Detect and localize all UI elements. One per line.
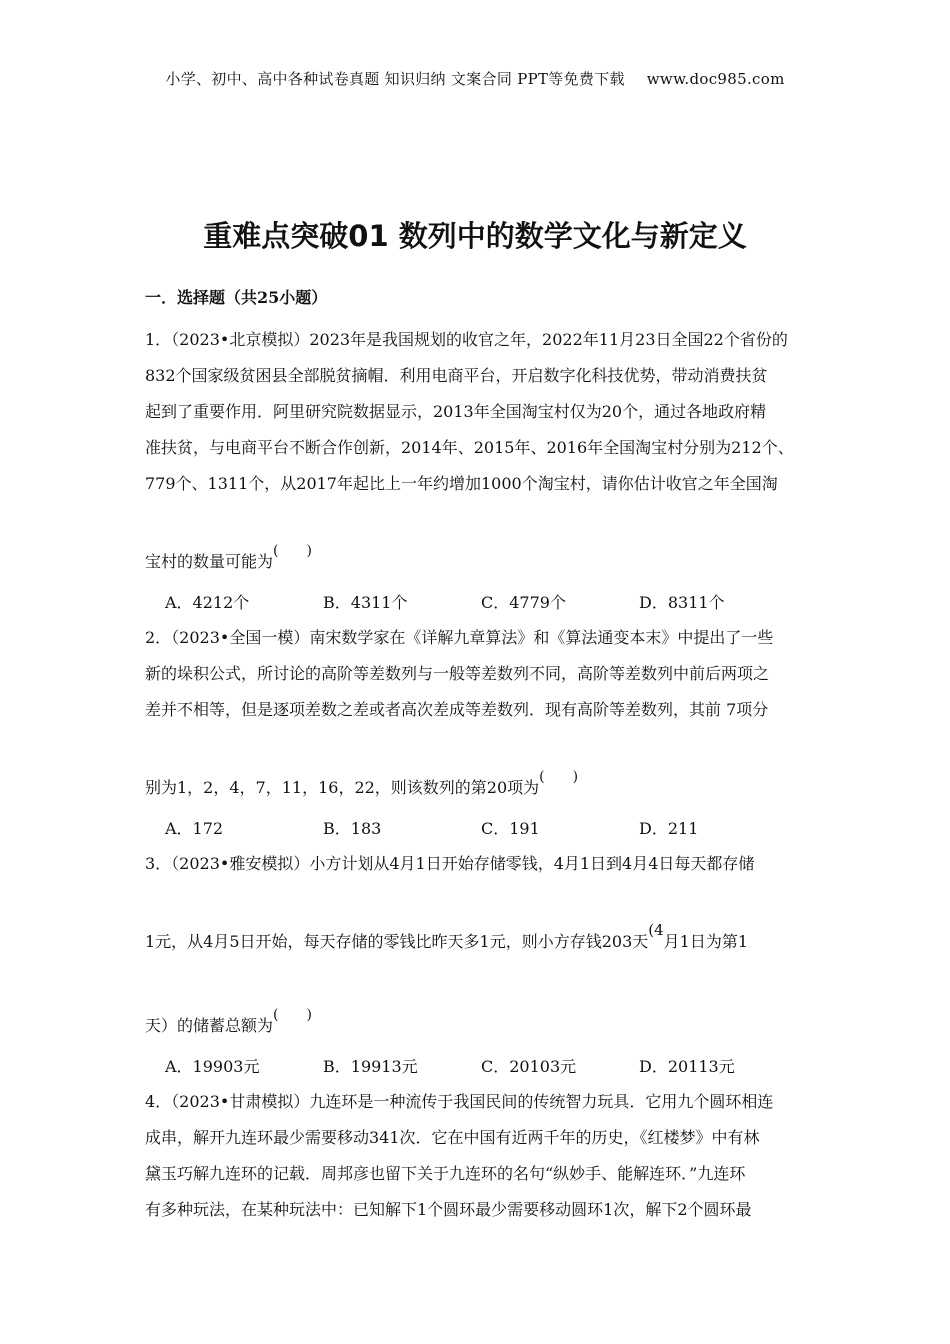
question-line: 2．（2023•全国一模）南宋数学家在《详解九章算法》和《算法通变本末》中提出了一些	[145, 628, 774, 647]
question-line: 成串，解开九连环最少需要移动341次．它在中国有近两千年的历史，《红楼梦》中有林	[145, 1128, 760, 1147]
option-d: D．8311个	[639, 593, 725, 612]
question-text: 1元，从4月5日开始，每天存储的零钱比昨天多1元，则小方存钱203天	[145, 932, 649, 951]
header-text: 小学、初中、高中各种试卷真题 知识归纳 文案合同 PPT等免费下载	[165, 70, 625, 88]
page-header	[0, 68, 950, 89]
question-line: 新的垛积公式，所讨论的高阶等差数列与一般等差数列不同，高阶等差数列中前后两项之	[145, 664, 770, 683]
question-last-line	[145, 502, 810, 586]
option-b: B．19913元	[323, 1057, 418, 1076]
question-text: 月1日为第1	[663, 932, 749, 951]
question-line: 起到了重要作用．阿里研究院数据显示，2013年全国淘宝村仅为20个，通过各地政府精	[145, 402, 767, 421]
question-3	[145, 846, 810, 1084]
question-line	[145, 882, 810, 966]
answer-options	[145, 586, 810, 620]
option-c: C．191	[481, 819, 540, 838]
question-line: 3．（2023•雅安模拟）小方计划从4月1日开始存储零钱，4月1日到4月4日每天都存储	[145, 854, 755, 873]
question-2	[145, 620, 810, 846]
question-last-line	[145, 966, 810, 1050]
page-title: 重难点突破01 数列中的数学文化与新定义	[203, 219, 747, 253]
question-line: 准扶贫，与电商平台不断合作创新，2014年、2015年、2016年全国淘宝村分别为212个、	[145, 438, 794, 457]
section-heading: 一．选择题（共25小题）	[145, 288, 328, 307]
document-body	[145, 288, 810, 1228]
question-text: 别为1，2，4，7，11，16，22，则该数列的第20项为	[145, 778, 540, 797]
option-b: B．4311个	[323, 593, 408, 612]
option-c: C．20103元	[481, 1057, 577, 1076]
question-line: 779个、1311个，从2017年起比上一年约增加1000个淘宝村，请你估计收官之年全国淘	[145, 474, 778, 493]
question-line: 有多种玩法，在某种玩法中：已知解下1个圆环最少需要移动圆环1次，解下2个圆环最	[145, 1200, 752, 1219]
option-c: C．4779个	[481, 593, 566, 612]
answer-bracket: ( )	[273, 1007, 312, 1023]
question-line: 1．（2023•北京模拟）2023年是我国规划的收官之年，2022年11月23日全国22个省份的	[145, 330, 788, 349]
answer-options	[145, 1050, 810, 1084]
option-b: B．183	[323, 819, 382, 838]
option-a: A．19903元	[165, 1057, 260, 1076]
answer-bracket: ( )	[539, 769, 579, 785]
question-1	[145, 322, 810, 620]
question-line: 4．（2023•甘肃模拟）九连环是一种流传于我国民间的传统智力玩具．它用九个圆环相连	[145, 1092, 774, 1111]
question-line: 黛玉巧解九连环的记载．周邦彦也留下关于九连环的名句“纵妙手、能解连环．”九连环	[145, 1164, 746, 1183]
answer-options	[145, 812, 810, 846]
option-d: D．211	[639, 819, 699, 838]
question-last-line	[145, 728, 810, 812]
question-superscript: (4	[648, 921, 664, 939]
question-4	[145, 1084, 810, 1228]
answer-bracket: ( )	[273, 543, 312, 559]
header-site: www.doc985.com	[646, 70, 785, 88]
question-text: 天）的储蓄总额为	[145, 1016, 274, 1035]
option-a: A．172	[165, 819, 224, 838]
question-text: 宝村的数量可能为	[145, 552, 274, 571]
question-line: 差并不相等，但是逐项差数之差或者高次差成等差数列．现有高阶等差数列，其前 7项分	[145, 700, 769, 719]
question-line: 832个国家级贫困县全部脱贫摘帽．利用电商平台，开启数字化科技优势，带动消费扶贫	[145, 366, 768, 385]
option-d: D．20113元	[639, 1057, 735, 1076]
option-a: A．4212个	[165, 593, 250, 612]
